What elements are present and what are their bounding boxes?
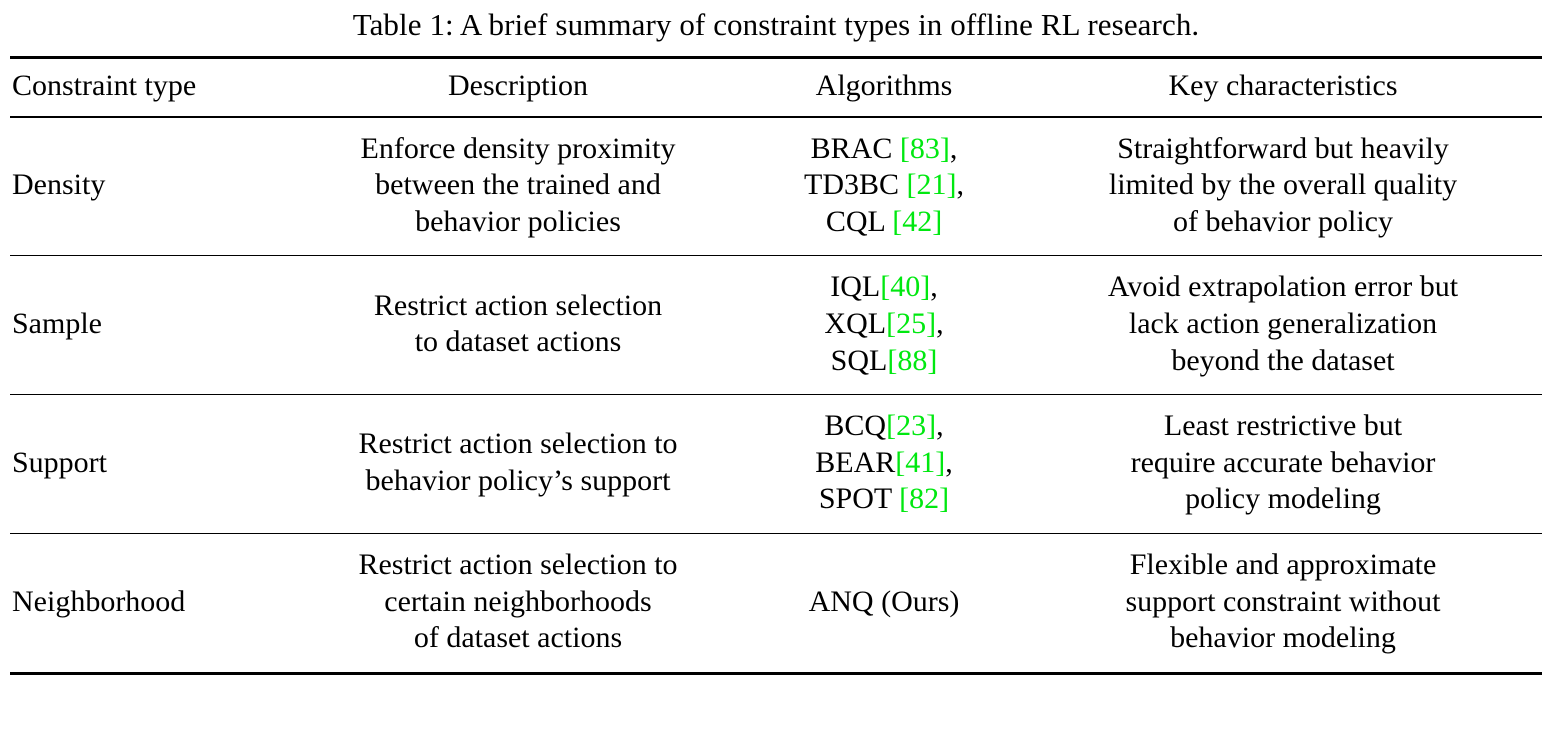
algorithm-tail: ,: [930, 270, 938, 304]
algorithm-tail: ,: [956, 168, 964, 202]
description-line: Enforce density proximity: [360, 131, 676, 165]
algorithm-tail: ,: [945, 445, 953, 479]
description-line: to dataset actions: [414, 325, 622, 359]
description-line: between the trained and: [375, 168, 661, 202]
description-line: of dataset actions: [413, 621, 623, 655]
citation-ref[interactable]: [42]: [892, 204, 943, 238]
algorithm-tail: ,: [936, 409, 944, 443]
cell-description: [292, 534, 744, 673]
citation-ref[interactable]: [25]: [886, 306, 937, 340]
cell-algorithms: [744, 118, 1024, 256]
cell-constraint-type: Support: [12, 445, 108, 479]
description-line: Restrict action selection to: [358, 547, 678, 581]
key-characteristics-line: support constraint without: [1125, 584, 1441, 618]
algorithm-name: BEAR: [815, 445, 896, 479]
table-row: [10, 256, 1542, 394]
algorithm-entry: [744, 343, 1024, 380]
table-caption: Table 1: A brief summary of constraint types in offline RL research.: [352, 7, 1200, 42]
key-characteristics-line: Avoid extrapolation error but: [1107, 270, 1459, 304]
table-row: [10, 118, 1542, 256]
citation-ref[interactable]: [83]: [899, 131, 950, 165]
algorithm-entry: [744, 584, 1024, 621]
algorithm-entry: [744, 167, 1024, 204]
cell-description: [292, 256, 744, 394]
algorithm-entry: [744, 481, 1024, 518]
description-line: behavior policies: [415, 204, 621, 238]
cell-key-characteristics: [1024, 118, 1542, 256]
citation-ref[interactable]: [40]: [880, 270, 931, 304]
column-header-key-characteristics: Key characteristics: [1168, 69, 1398, 103]
cell-constraint-type: Density: [12, 168, 106, 202]
citation-ref[interactable]: [41]: [895, 445, 946, 479]
cell-key-characteristics: [1024, 256, 1542, 394]
table-row: [10, 395, 1542, 533]
cell-key-characteristics: [1024, 395, 1542, 533]
algorithm-entry: [744, 306, 1024, 343]
algorithm-name: BCQ: [824, 409, 887, 443]
description-line: Restrict action selection: [373, 288, 663, 322]
key-characteristics-line: behavior modeling: [1170, 621, 1396, 655]
algorithm-name: BRAC: [810, 131, 900, 165]
algorithm-entry: [744, 445, 1024, 482]
column-header-description: Description: [448, 69, 588, 103]
citation-ref[interactable]: [23]: [886, 409, 937, 443]
citation-ref[interactable]: [21]: [906, 168, 957, 202]
algorithm-entry: [744, 204, 1024, 241]
description-line: Restrict action selection to: [358, 427, 678, 461]
citation-ref[interactable]: [82]: [899, 482, 950, 516]
key-characteristics-line: Straightforward but heavily: [1117, 131, 1449, 165]
key-characteristics-line: limited by the overall quality: [1108, 168, 1458, 202]
algorithm-name: IQL: [830, 270, 881, 304]
algorithm-entry: [744, 131, 1024, 168]
column-header-constraint-type: Constraint type: [12, 69, 197, 103]
column-header-algorithms: Algorithms: [815, 69, 953, 103]
key-characteristics-line: lack action generalization: [1128, 306, 1438, 340]
cell-algorithms: [744, 395, 1024, 533]
algorithm-entry: [744, 408, 1024, 445]
cell-algorithms: [744, 256, 1024, 394]
algorithm-name: CQL: [825, 204, 893, 238]
key-characteristics-line: require accurate behavior: [1130, 445, 1436, 479]
key-characteristics-line: Flexible and approximate: [1129, 547, 1437, 581]
algorithm-tail: ,: [949, 131, 958, 165]
table-rule-bottom: [10, 673, 1542, 681]
description-line: certain neighborhoods: [384, 584, 652, 618]
key-characteristics-line: of behavior policy: [1173, 204, 1393, 238]
algorithm-name: SPOT: [818, 482, 900, 516]
key-characteristics-line: beyond the dataset: [1171, 343, 1395, 377]
constraint-types-table: [10, 56, 1542, 681]
key-characteristics-line: Least restrictive but: [1163, 409, 1403, 443]
algorithm-name: SQL: [830, 343, 888, 377]
citation-ref[interactable]: [88]: [887, 343, 938, 377]
cell-constraint-type: Sample: [12, 306, 102, 340]
algorithm-tail: ,: [936, 306, 944, 340]
table-row: [10, 534, 1542, 673]
key-characteristics-line: policy modeling: [1185, 482, 1381, 516]
cell-constraint-type: Neighborhood: [12, 584, 186, 618]
algorithm-entry: [744, 269, 1024, 306]
algorithm-name: TD3BC: [804, 168, 907, 202]
cell-description: [292, 395, 744, 533]
cell-description: [292, 118, 744, 256]
algorithm-name: ANQ (Ours): [808, 584, 960, 618]
description-line: behavior policy’s support: [365, 464, 671, 498]
algorithm-name: XQL: [824, 306, 887, 340]
table-header-row: [10, 59, 1542, 117]
cell-key-characteristics: [1024, 534, 1542, 673]
cell-algorithms: [744, 534, 1024, 673]
